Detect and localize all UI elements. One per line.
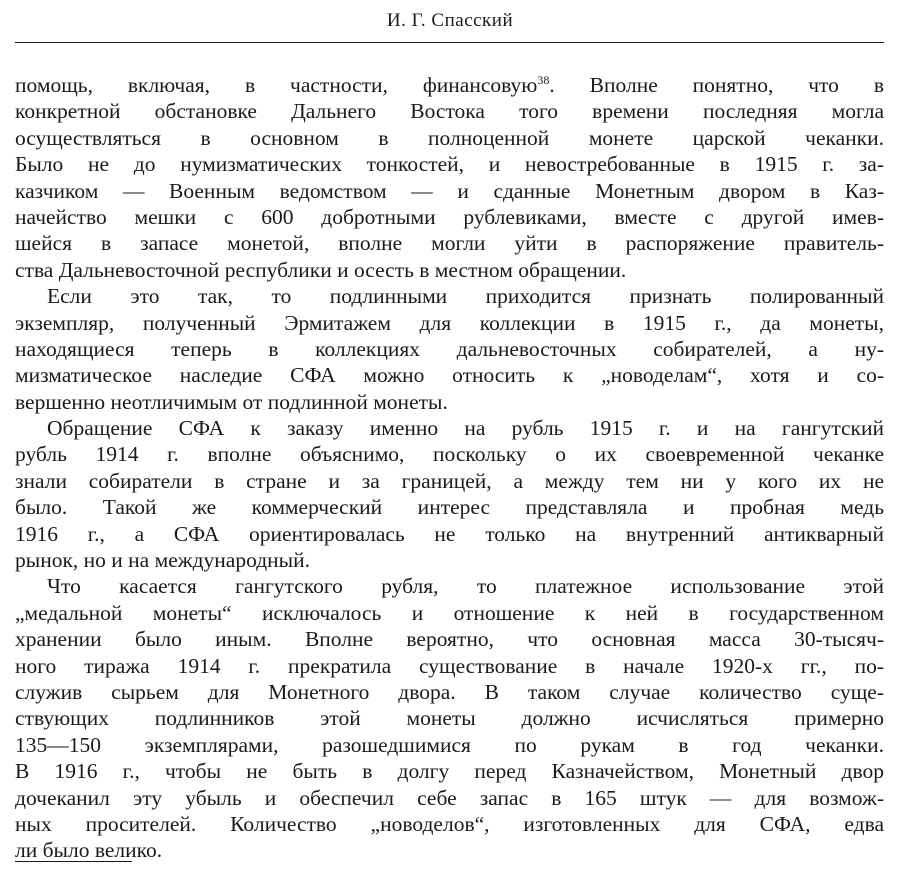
paragraph-4-line-6: ствующих подлинников этой монеты должно исчисляться примерно: [15, 706, 884, 731]
paragraph-2-line-3: находящиеся теперь в коллекциях дальневосточных собирателей, а ну-: [15, 336, 884, 361]
paragraph-3-line-2: рубль 1914 г. вполне объяснимо, поскольку о их своевременной чеканке: [15, 442, 884, 467]
paragraph-4-line-11: ли было велико.: [15, 838, 163, 863]
paragraph-2-line-2: экземпляр, полученный Эрмитажем для коллекции в 1915 г., да монеты,: [15, 310, 884, 335]
paragraph-2-line-4: мизматическое наследие СФА можно относить к „новоделам“, хотя и со-: [15, 363, 884, 388]
paragraph-1-line-6: начейство мешки с 600 добротными рублевиками, вместе с другой имев-: [15, 204, 884, 229]
paragraph-3-line-4: было. Такой же коммерческий интерес представляла и пробная медь: [15, 495, 884, 520]
paragraph-1-line-1: помощь, включая, в частности, финансовую$^{38}$. Вполне понятно, что в: [15, 73, 884, 97]
footnote-ref-38: 38: [537, 73, 550, 87]
paragraph-3-line-3: знали собиратели в стране и за границей, а между тем ни у кого их не: [15, 468, 884, 493]
header-rule: [15, 42, 884, 43]
paragraph-4-line-3: хранении было иным. Вполне вероятно, что основная масса 30-тысяч-: [15, 627, 884, 652]
paragraph-4-line-1: Что касается гангутского рубля, то платежное использование этой: [47, 574, 884, 599]
paragraph-4-line-7: 135—150 экземплярами, разошедшимися по рукам в год чеканки.: [15, 732, 884, 757]
running-head: И. Г. Спасский: [386, 10, 514, 31]
paragraph-1-line-7: шейся в запасе монетой, вполне могли уйти в распоряжение правитель-: [15, 231, 884, 256]
paragraph-4-line-10: ных просителей. Количество „новоделов“, изготовленных для СФА, едва: [15, 811, 884, 836]
paragraph-1-line-8: ства Дальневосточной республики и осесть в местном обращении.: [15, 257, 627, 282]
paragraph-1-line-5: казчиком — Военным ведомством — и сданные Монетным двором в Каз-: [15, 178, 884, 203]
paragraph-4-line-4: ного тиража 1914 г. прекратила существование в начале 1920-х гг., по-: [15, 653, 884, 678]
paragraph-4-line-8: В 1916 г., чтобы не быть в долгу перед Казначейством, Монетный двор: [15, 759, 884, 784]
body-text: [15, 72, 884, 864]
paragraph-4-line-2: „медальной монеты“ исключалось и отношение к ней в государственном: [15, 600, 884, 625]
paragraph-1-line-3: осуществляться в основном в полноценной монете царской чеканки.: [15, 125, 884, 150]
paragraph-3-line-1: Обращение СФА к заказу именно на рубль 1915 г. и на гангутский: [47, 416, 884, 441]
footnote-rule: [15, 861, 132, 862]
paragraph-2-line-5: вершенно неотличимым от подлинной монеты.: [15, 389, 448, 414]
paragraph-1-line-4: Было не до нумизматических тонкостей, и невостребованные в 1915 г. за-: [15, 152, 884, 177]
paragraph-1-line-2: конкретной обстановке Дальнего Востока того времени последняя могла: [15, 99, 884, 124]
paragraph-3-line-6: рынок, но и на международный.: [15, 548, 310, 573]
paragraph-2-line-1: Если это так, то подлинными приходится признать полированный: [47, 284, 884, 309]
paragraph-4-line-5: служив сырьем для Монетного двора. В таком случае количество суще-: [15, 679, 884, 704]
paragraph-3-line-5: 1916 г., а СФА ориентировалась не только на внутренний антикварный: [15, 521, 884, 546]
paragraph-4-line-9: дочеканил эту убыль и обеспечил себе запас в 165 штук — для возмож-: [15, 785, 884, 810]
